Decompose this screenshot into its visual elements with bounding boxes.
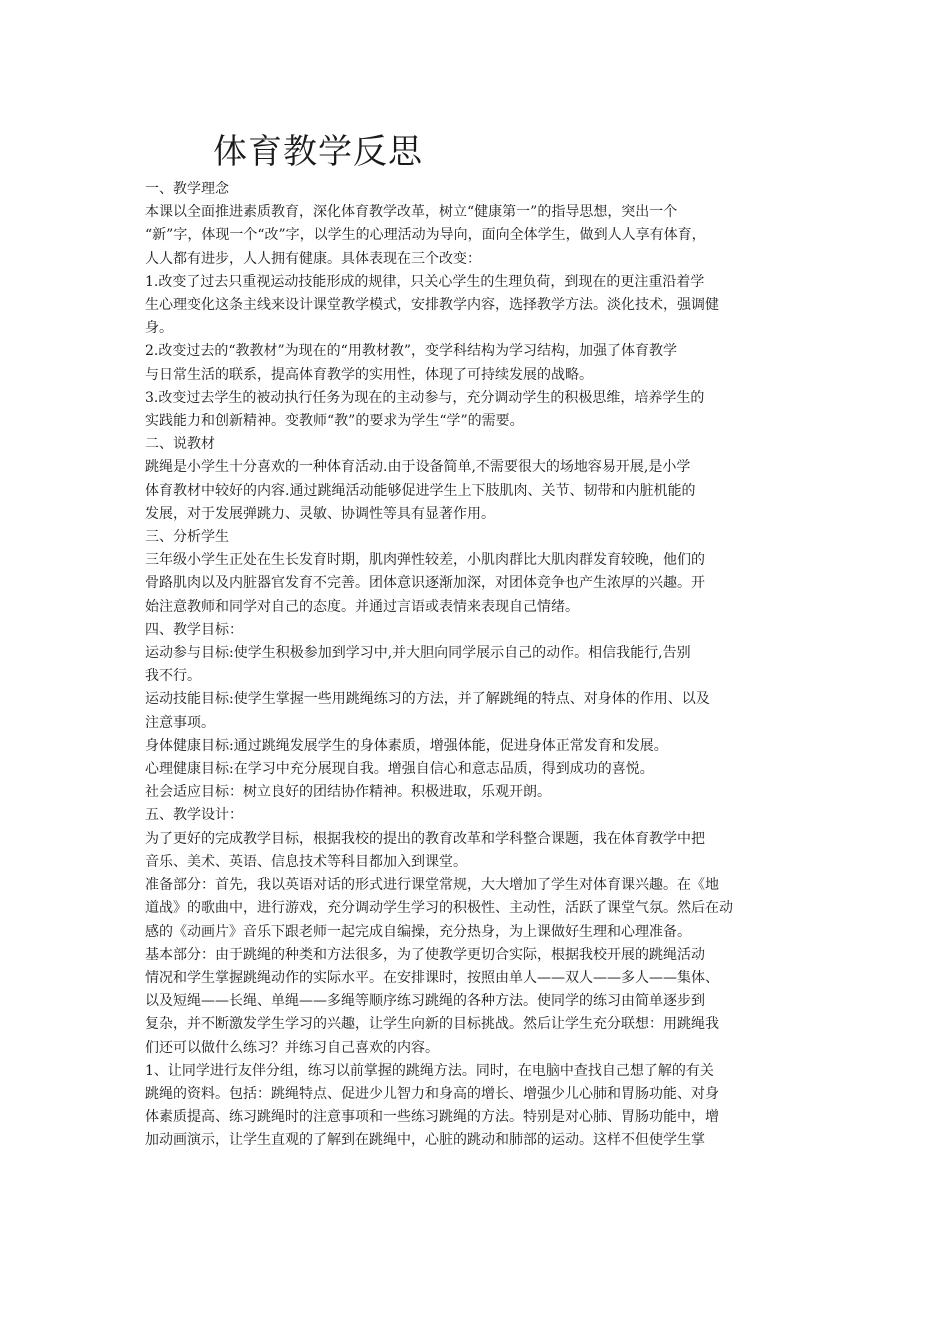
text-line: 情况和学生掌握跳绳动作的实际水平。在安排课时，按照由单人——双人——多人——集体、 (145, 969, 719, 986)
text-line: 3.改变过去学生的被动执行任务为现在的主动参与，充分调动学生的积极思维，培养学生的 (145, 389, 705, 406)
text-line: 1、让同学进行友伴分组，练习以前掌握的跳绳方法。同时，在电脑中查找自己想了解的有关 (145, 1062, 714, 1079)
text-line: 发展，对于发展弹跳力、灵敏、协调性等具有显著作用。 (145, 505, 495, 522)
text-line: 们还可以做什么练习？并练习自己喜欢的内容。 (145, 1039, 439, 1056)
text-line: 体育教材中较好的内容.通过跳绳活动能够促进学生上下肢肌肉、关节、韧带和内脏机能的 (145, 482, 696, 499)
text-line: 音乐、美术、英语、信息技术等科目都加入到课堂。 (145, 853, 467, 870)
text-line: 复杂，并不断激发学生学习的兴趣，让学生向新的目标挑战。然后让学生充分联想：用跳绳我 (145, 1016, 719, 1033)
text-line: 三年级小学生正处在生长发育时期，肌肉弹性较差，小肌肉群比大肌肉群发育较晚，他们的 (145, 552, 705, 569)
text-line: 本课以全面推进素质教育，深化体育教学改革，树立“健康第一”的指导思想，突出一个 (145, 204, 678, 221)
text-line: 加动画演示，让学生直观的了解到在跳绳中，心脏的跳动和肺部的运动。这样不但使学生掌 (145, 1132, 705, 1149)
text-line: 体素质提高、练习跳绳时的注意事项和一些练习跳绳的方法。特别是对心肺、胃肠功能中，增 (145, 1109, 719, 1126)
document-title: 体育教学反思 (213, 132, 423, 172)
text-line: 1.改变了过去只重视运动技能形成的规律，只关心学生的生理负荷，到现在的更注重沿着学 (145, 273, 705, 290)
text-line: 2.改变过去的“教教材”为现在的“用教材教”，变学科结构为学习结构，加强了体育教学 (145, 343, 677, 360)
text-line: 骨路肌肉以及内脏器官发育不完善。团体意识逐渐加深，对团体竞争也产生浓厚的兴趣。开 (145, 575, 705, 592)
text-line: 感的《动画片》音乐下跟老师一起完成自编操，充分热身，为上课做好生理和心理准备。 (145, 923, 691, 940)
text-line: 基本部分：由于跳绳的种类和方法很多，为了使教学更切合实际，根据我校开展的跳绳活动 (145, 946, 705, 963)
text-line: 五、教学设计： (145, 807, 243, 824)
document-body (145, 178, 815, 1153)
text-line: 二、说教材 (145, 436, 215, 453)
text-line: 准备部分：首先，我以英语对话的形式进行课堂常规，大大增加了学生对体育课兴趣。在《地 (145, 877, 719, 894)
text-line: 以及短绳——长绳、单绳——多绳等顺序练习跳绳的各种方法。使同学的练习由简单逐步到 (145, 993, 705, 1010)
text-line: 为了更好的完成教学目标，根据我校的提出的教育改革和学科整合课题，我在体育教学中把 (145, 830, 705, 847)
text-line: 我不行。 (145, 668, 201, 685)
text-line: 实践能力和创新精神。变教师“教”的要求为学生“学”的需要。 (145, 413, 524, 430)
text-line: 始注意教师和同学对自己的态度。并通过言语或表情来表现自己情绪。 (145, 598, 579, 615)
text-line: 心理健康目标:在学习中充分展现自我。增强自信心和意志品质，得到成功的喜悦。 (145, 761, 654, 778)
text-line: 运动技能目标:使学生掌握一些用跳绳练习的方法，并了解跳绳的特点、对身体的作用、以及 (145, 691, 710, 708)
text-line: 身。 (145, 320, 173, 337)
text-line: 注意事项。 (145, 714, 215, 731)
text-line: 跳绳是小学生十分喜欢的一种体育活动.由于设备简单,不需要很大的场地容易开展,是小学 (145, 459, 691, 476)
text-line: 四、教学目标： (145, 621, 243, 638)
text-line: 身体健康目标:通过跳绳发展学生的身体素质，增强体能，促进身体正常发育和发展。 (145, 737, 668, 754)
text-line: 与日常生活的联系，提高体育教学的实用性，体现了可持续发展的战略。 (145, 366, 593, 383)
document-page (145, 128, 815, 1153)
text-line: “新”字，体现一个“改”字，以学生的心理活动为导向，面向全体学生，做到人人享有体育， (145, 227, 706, 244)
text-line: 人人都有进步，人人拥有健康。具体表现在三个改变： (145, 250, 481, 267)
text-line: 三、分析学生 (145, 529, 229, 546)
text-line: 社会适应目标：树立良好的团结协作精神。积极进取，乐观开朗。 (145, 784, 551, 801)
text-line: 运动参与目标:使学生积极参加到学习中,并大胆向同学展示自己的动作。相信我能行,告别 (145, 645, 691, 662)
text-line: 跳绳的资料。包括：跳绳特点、促进少儿智力和身高的增长、增强少儿心肺和胃肠功能、对身 (145, 1085, 719, 1102)
text-line: 生心理变化这条主线来设计课堂教学模式，安排教学内容，选择教学方法。淡化技术，强调健 (145, 297, 719, 314)
text-line: 道战》的歌曲中，进行游戏，充分调动学生学习的积极性、主动性，活跃了课堂气氛。然后在动 (145, 900, 733, 917)
text-line: 一、教学理念 (145, 181, 229, 197)
